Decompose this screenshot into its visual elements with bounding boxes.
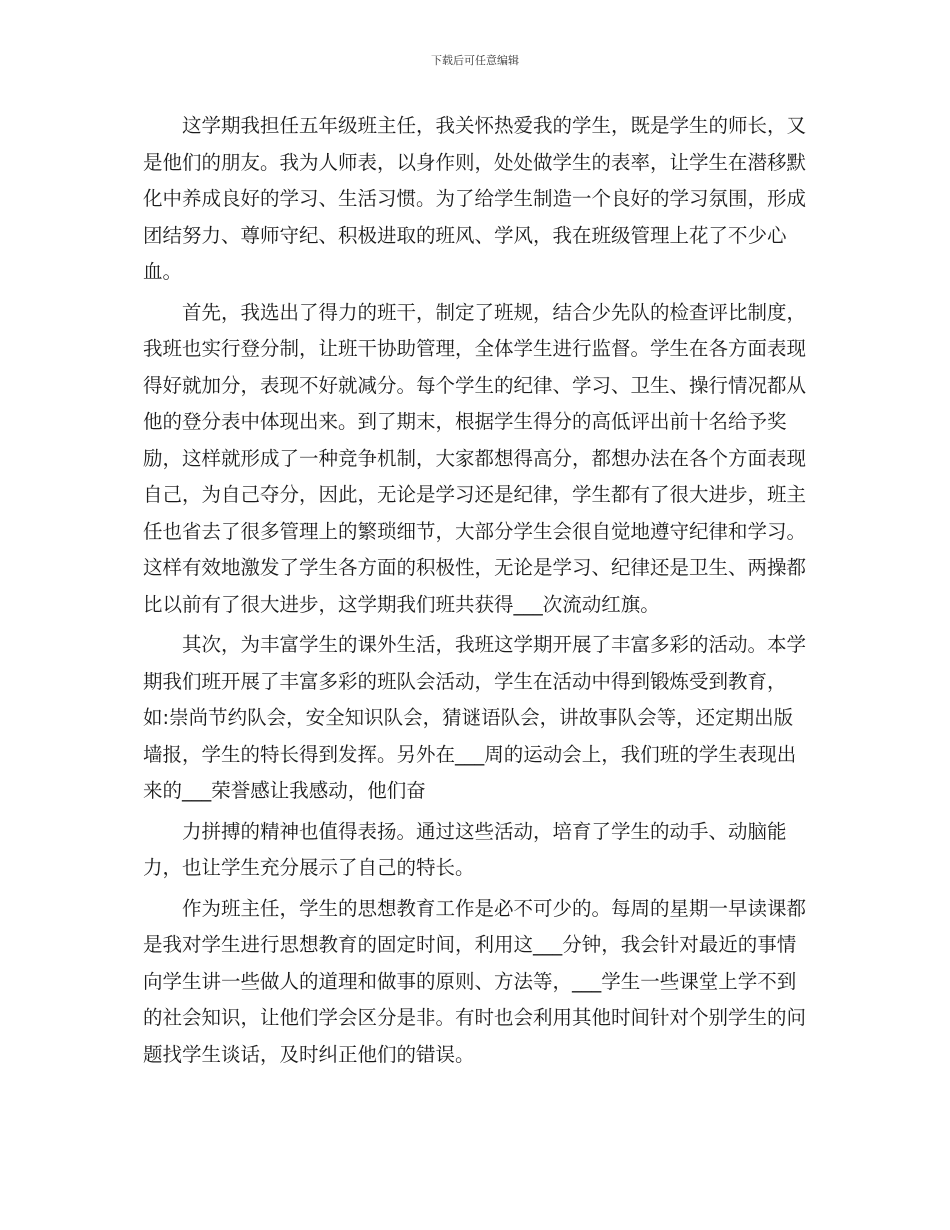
page-header: 下载后可任意编辑 <box>431 54 519 67</box>
paragraph-1: 这学期我担任五年级班主任，我关怀热爱我的学生，既是学生的师长，又是他们的朋友。我为人师表，以身作则，处处做学生的表率，让学生在潜移默化中养成良好的学习、生活习惯。为了给学生制造一个良好的学习氛围，形成团结努力、尊师守纪、积极进取的班风、学风，我在班级管理上花了不少心血。 <box>143 114 807 283</box>
paragraph-4: 力拼搏的精神也值得表扬。通过这些活动，培育了学生的动手、动脑能力，也让学生充分展示了自己的特长。 <box>143 819 787 879</box>
paragraph-3: 其次，为丰富学生的课外生活，我班这学期开展了丰富多彩的活动。本学期我们班开展了丰富多彩的班队会活动，学生在活动中得到锻炼受到教育，如:崇尚节约队会，安全知识队会，猜谜语队会，讲故事队会等，还定期出版墙报，学生的特长得到发挥。另外在___周的运动会上，我们班的学生表现出来的___荣誉感让我感动，他们奋 <box>143 633 807 802</box>
document-body <box>143 108 808 1077</box>
paragraph-5: 作为班主任，学生的思想教育工作是必不可少的。每周的星期一早读课都是我对学生进行思想教育的固定时间，利用这___分钟，我会针对最近的事情向学生讲一些做人的道理和做事的原则、方法等，___学生一些课堂上学不到的社会知识，让他们学会区分是非。有时也会利用其他时间针对个别学生的问题找学生谈话，及时纠正他们的错误。 <box>143 896 807 1066</box>
paragraph-2: 首先，我选出了得力的班干，制定了班规，结合少先队的检查评比制度，我班也实行登分制，让班干协助管理，全体学生进行监督。学生在各方面表现得好就加分，表现不好就减分。每个学生的纪律、学习、卫生、操行情况都从他的登分表中体现出来。到了期末，根据学生得分的高低评出前十名给予奖励，这样就形成了一种竞争机制，大家都想得高分，都想办法在各个方面表现自己，为自己夺分，因此，无论是学习还是纪律，学生都有了很大进步，班主任也省去了很多管理上的繁琐细节，大部分学生会很自觉地遵守纪律和学习。这样有效地激发了学生各方面的积极性，无论是学习、纪律还是卫生、两操都比以前有了很大进步，这学期我们班共获得___次流动红旗。 <box>143 300 807 616</box>
